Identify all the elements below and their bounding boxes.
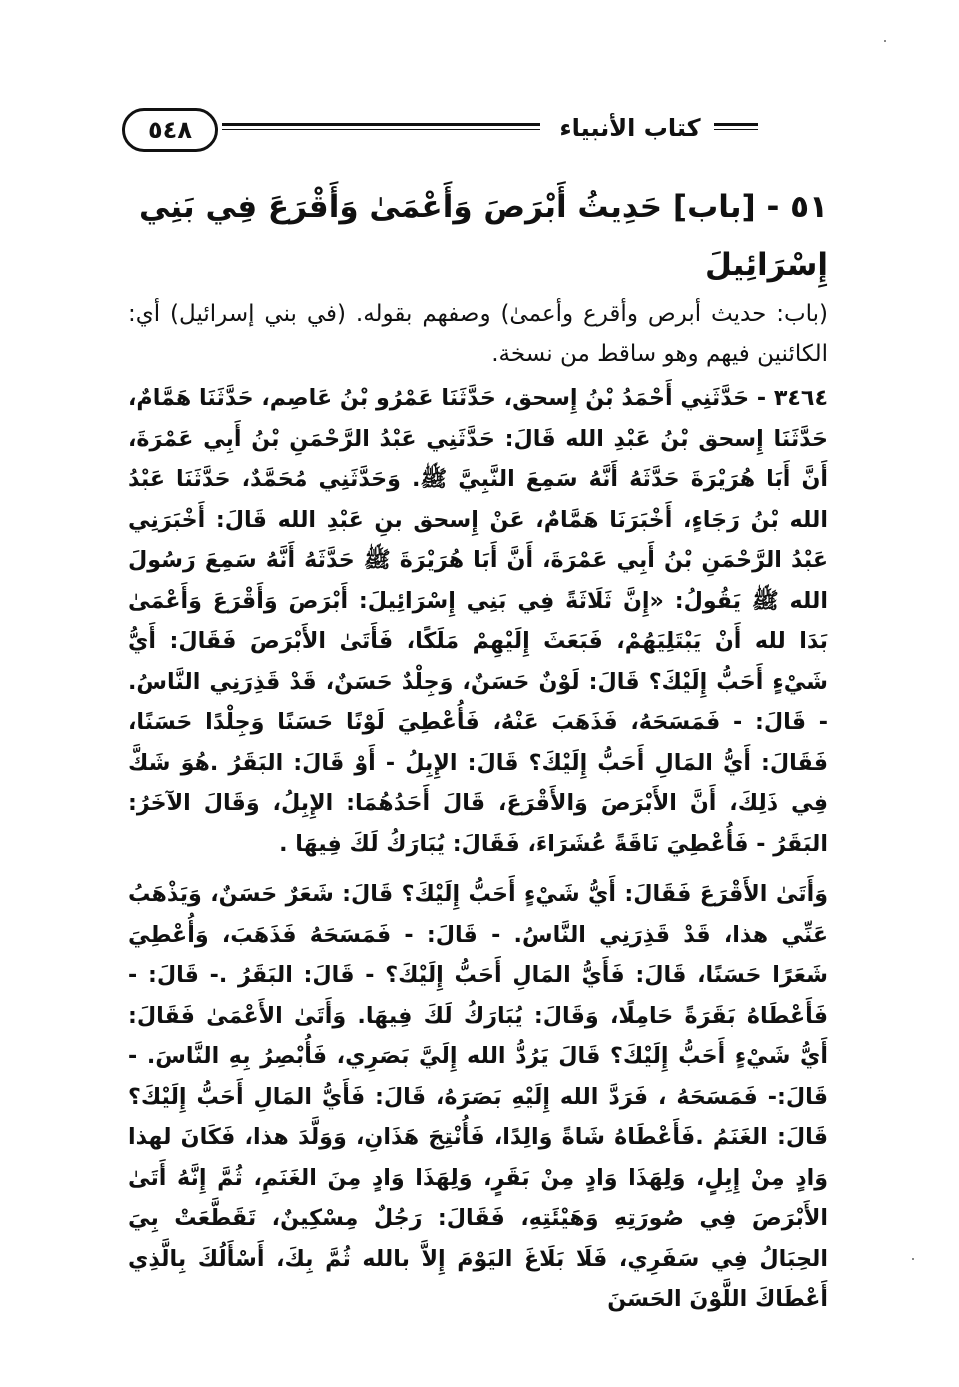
page-number-badge bbox=[122, 108, 218, 152]
header-rule-short bbox=[714, 123, 758, 130]
hadith-paragraph: ٣٤٦٤ - حَدَّثَنِي أَحْمَدُ بْنُ إِسحق، حَدَّثَنَا عَمْرُو بْنُ عَاصِم، حَدَّثَنَا هَمَّامٌ، حَدَّثَنَا إِسحق بْنُ عَبْدِ الله قَالَ: حَدَّثَنِي عَبْدُ الرَّحْمَنِ بْنُ أَبِي عَمْرَةَ، أَنَّ أَبَا هُرَيْرَةَ حَدَّثَهُ أَنَّهُ سَمِعَ النَّبِيَّ ﷺ. وَحَدَّثَنِي مُحَمَّدٌ، حَدَّثَنَا عَبْدُ الله بْنُ رَجَاءٍ، أَخْبَرَنَا هَمَّامٌ، عَنْ إِسحق بنِ عَبْدِ الله قَالَ: أَخْبَرَنِي عَبْدُ الرَّحْمَنِ بْنُ أَبِي عَمْرَةَ، أَنَّ أَبَا هُرَيْرَةَ ﷺ حَدَّثَهُ أَنَّهُ سَمِعَ رَسُولَ الله ﷺ يَقُولُ: «إِنَّ ثَلَاثَةً فِي بَنِي إِسْرَائِيلَ: أَبْرَصَ وَأَقْرَعَ وَأَعْمَىٰ بَدَا لله أَنْ يَبْتَلِيَهُمْ، فَبَعَثَ إِلَيْهِمْ مَلَكًا، فَأَتَىٰ الأَبْرَصَ فَقَالَ: أَيُّ شَيْءٍ أَحَبُّ إِلَيْكَ؟ قَالَ: لَوْنٌ حَسَنٌ، وَجِلْدٌ حَسَنٌ، قَدْ قَذِرَنِي النَّاسُ. - قَالَ: - فَمَسَحَهُ، فَذَهَبَ عَنْهُ، فَأُعْطِيَ لَوْنًا حَسَنًا وَجِلْدًا حَسَنًا، فَقَالَ: أَيُّ المَالِ أَحَبُّ إِلَيْكَ؟ قَالَ: الإِبِلُ - أَوْ قَالَ: البَقَرُ .هُوَ شَكَّ فِي ذَلِكَ، أَنَّ الأَبْرَصَ وَالأَقْرَعَ، قَالَ أَحَدُهُمَا: الإِبِلُ، وَقَالَ الآخَرُ: البَقَرُ - فَأُعْطِيَ نَاقَةً عُشَرَاءَ، فَقَالَ: يُبَارَكُ لَكَ فِيهَا . bbox=[128, 385, 828, 857]
hadith-paragraph: وَأَتَىٰ الأَقْرَعَ فَقَالَ: أَيُّ شَيْءٍ أَحَبُّ إِلَيْكَ؟ قَالَ: شَعَرٌ حَسَنٌ، وَيَذْهَبُ عَنِّي هذا، قَدْ قَذِرَنِي النَّاسُ. - قَالَ: - فَمَسَحَهُ فَذَهَبَ، وَأُعْطِيَ شَعَرًا حَسَنًا، قَالَ: فَأَيُّ المَالِ أَحَبُّ إِلَيْكَ؟ - قَالَ: البَقَرُ .- قَالَ: - فَأَعْطَاهُ بَقَرَةً حَامِلًا، وَقَالَ: يُبَارَكُ لَكَ فِيهَا. وَأَتَىٰ الأَعْمَىٰ فَقَالَ: أَيُّ شَيْءٍ أَحَبُّ إِلَيْكَ؟ قَالَ يَرُدُّ الله إِلَيَّ بَصَرِي، فَأُبْصِرُ بِهِ النَّاسَ. - قَالَ:- فَمَسَحَهُ ، فَرَدَّ الله إِلَيْهِ بَصَرَهُ، قَالَ: فَأَيُّ المَالِ أَحَبُّ إِلَيْكَ؟ قَالَ: الغَنَمُ .فَأَعْطَاهُ شَاةً وَالِدًا، فَأُنْتِجَ هَذَانِ، وَوَلَّدَ هذا، فَكَانَ لهذا وَادٍ مِنْ إِبِلٍ، وَلِهَذَا وَادٍ مِنْ بَقَرٍ، وَلِهَذَا وَادٍ مِنَ الغَنَمِ، ثُمَّ إِنَّهُ أَتَىٰ الأَبْرَصَ فِي صُورَتِهِ وَهَيْئَتِهِ، فَقَالَ: رَجُلٌ مِسْكِينٌ، تَقَطَّعَتْ بِيَ الحِبَالُ فِي سَفَرِي، فَلَا بَلَاغَ اليَوْمَ إِلاَّ بالله ثُمَّ بِكَ، أَسْأَلُكَ بِالَّذِي أَعْطَاكَ اللَّوْنَ الحَسَنَ bbox=[128, 881, 828, 1312]
chapter-title: ٥١ - [باب] حَدِيثُ أَبْرَصَ وَأَعْمَىٰ وَأَقْرَعَ فِي بَنِي إِسْرَائِيلَ bbox=[139, 189, 828, 283]
scan-speck bbox=[912, 1258, 914, 1260]
header-rule bbox=[222, 123, 540, 130]
scan-speck bbox=[884, 40, 886, 42]
page-content bbox=[128, 178, 828, 1320]
page-number: ٥٤٨ bbox=[148, 116, 192, 144]
running-header bbox=[122, 108, 824, 156]
running-title: كتاب الأنبياء bbox=[559, 114, 701, 142]
commentary-paragraph: (باب: حديث أبرص وأقرع وأعمىٰ) وصفهم بقوله. (في بني إسرائيل) أي: الكائنين فيهم وهو ساقط من نسخة. bbox=[128, 301, 828, 367]
